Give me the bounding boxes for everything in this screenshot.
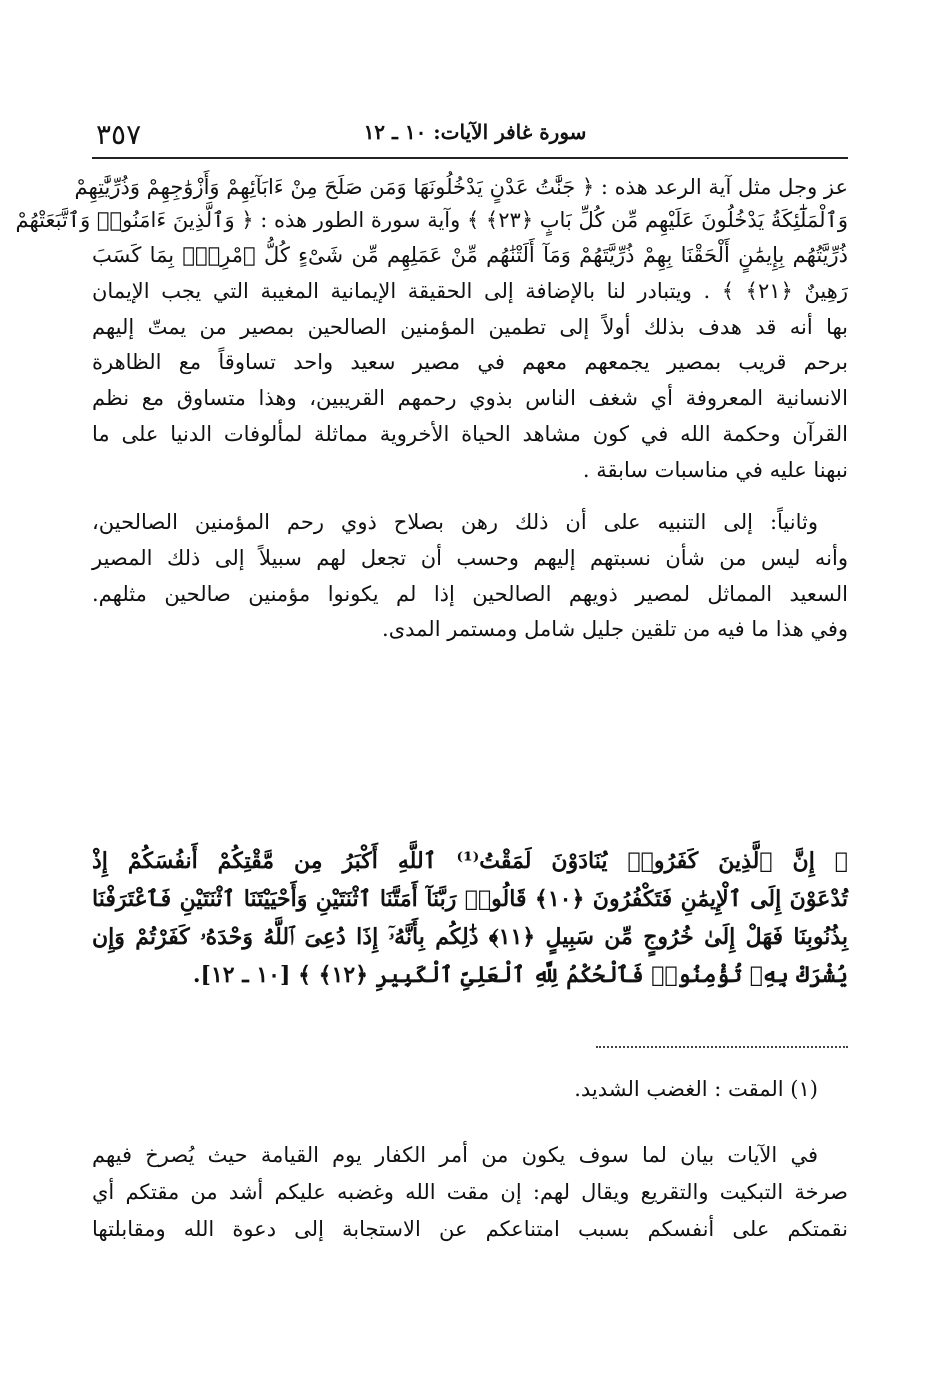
paragraph3-line: نقمتكم على أنفسكم بسبب امتناعكم عن الاستجابة إلى دعوة الله ومقابلتها — [92, 1217, 848, 1241]
paragraph1-line: ذُرِّيَّتُهُم بِإِيمَٰنٍ أَلْحَقْنَا بِهِمْ ذُرِّيَّتَهُمْ وَمَآ أَلَتْنَٰهُم مِّنْ عَمَلِهِم مِّن شَىْءٍ كُلُّ ٱمْرِئٍۭ بِمَا كَسَبَ — [92, 243, 848, 267]
paragraph2-line: وأنه ليس من شأن نسبتهم إليهم وحسب أن تجعل لهم سبيلاً إلى ذلك المصير — [92, 546, 848, 570]
running-header-title: سورة غافر الآيات: ١٠ ـ ١٢ — [363, 120, 587, 144]
footnote: (١) المقت : الغضب الشديد. — [574, 1077, 818, 1101]
paragraph1-line: بها أنه قد هدف بذلك أولاً إلى تطمين المؤمنين الصالحين بمصير من يمتّ إليهم — [92, 315, 848, 339]
quran-line: يُشْرَكْ بِهِۦ تُؤْمِنُوا۟ فَٱلْحُكْمُ لِلَّهِ ٱلْعَلِىِّ ٱلْكَبِيرِ ﴿١٢﴾ ﴾ [١٠ ـ ١٢]. — [192, 962, 848, 988]
paragraph1-line: عز وجل مثل آية الرعد هذه : ﴿ جَنَّٰتُ عَدْنٍ يَدْخُلُونَهَا وَمَن صَلَحَ مِنْ ءَابَآئِهِمْ وَأَزْوَٰجِهِمْ وَذُرِّيَّٰتِهِمْ — [74, 175, 848, 199]
paragraph1-line: وَٱلْمَلَٰٓئِكَةُ يَدْخُلُونَ عَلَيْهِم مِّن كُلِّ بَابٍ ﴿٢٣﴾ ﴾ وآية سورة الطور هذه : ﴿ وَٱلَّذِينَ ءَامَنُوا۟ وَٱتَّبَعَتْهُمْ — [15, 208, 848, 232]
quran-line: بِذُنُوبِنَا فَهَلْ إِلَىٰ خُرُوجٍ مِّن سَبِيلٍ ﴿١١﴾ ذَٰلِكُم بِأَنَّهُۥٓ إِذَا دُعِىَ ٱللَّهُ وَحْدَهُۥ كَفَرْتُمْ وَإِن — [92, 924, 848, 950]
page-number: ٣٥٧ — [96, 118, 142, 151]
paragraph1-line: رَهِينٌ ﴿٢١﴾ ﴾ . ويتبادر لنا بالإضافة إلى الحقيقة الإيمانية المغيبة التي يجب الإيمان — [92, 279, 848, 303]
paragraph2-line: وثانياً: إلى التنبيه على أن ذلك رهن بصلاح ذوي رحم المؤمنين الصالحين، — [92, 510, 818, 534]
paragraph2-line: السعيد المماثل لمصير ذويهم الصالحين إذا لم يكونوا مؤمنين صالحين مثلهم. — [92, 582, 848, 606]
paragraph2-line: وفي هذا ما فيه من تلقين جليل شامل ومستمر المدى. — [382, 617, 848, 641]
quran-line: ﴿ إِنَّ ٱلَّذِينَ كَفَرُوا۟ يُنَادَوْنَ لَمَقْتُ⁽¹⁾ ٱللَّهِ أَكْبَرُ مِن مَّقْتِكُمْ أَنفُسَكُمْ إِذْ — [92, 848, 848, 874]
paragraph1-line: برحم قريب بمصير يجمعهم معهم في مصير سعيد واحد تساوقاً مع الظاهرة — [92, 350, 848, 374]
paragraph3-line: صرخة التبكيت والتقريع ويقال لهم: إن مقت الله وغضبه عليكم أشد من مقتكم أي — [92, 1180, 848, 1204]
quran-line: تُدْعَوْنَ إِلَى ٱلْإِيمَٰنِ فَتَكْفُرُونَ ﴿١٠﴾ قَالُوا۟ رَبَّنَآ أَمَتَّنَا ٱثْنَتَيْنِ وَأَحْيَيْتَنَا ٱثْنَتَيْنِ فَٱعْتَرَفْنَا — [92, 886, 848, 912]
footnote-separator — [596, 1046, 848, 1048]
paragraph3-line: في الآيات بيان لما سوف يكون من أمر الكفار يوم القيامة حيث يُصرخ فيهم — [92, 1143, 818, 1167]
paragraph1-line: القرآن وحكمة الله في كون مشاهد الحياة الأخروية مماثلة لمألوفات الدنيا على ما — [92, 422, 848, 446]
paragraph1-line: نبهنا عليه في مناسبات سابقة . — [582, 458, 848, 482]
paragraph1-line: الانسانية المعروفة أي شغف الناس بذوي رحمهم القريبين، وهذا متساوق مع نظم — [92, 386, 848, 410]
header-rule — [92, 157, 848, 159]
